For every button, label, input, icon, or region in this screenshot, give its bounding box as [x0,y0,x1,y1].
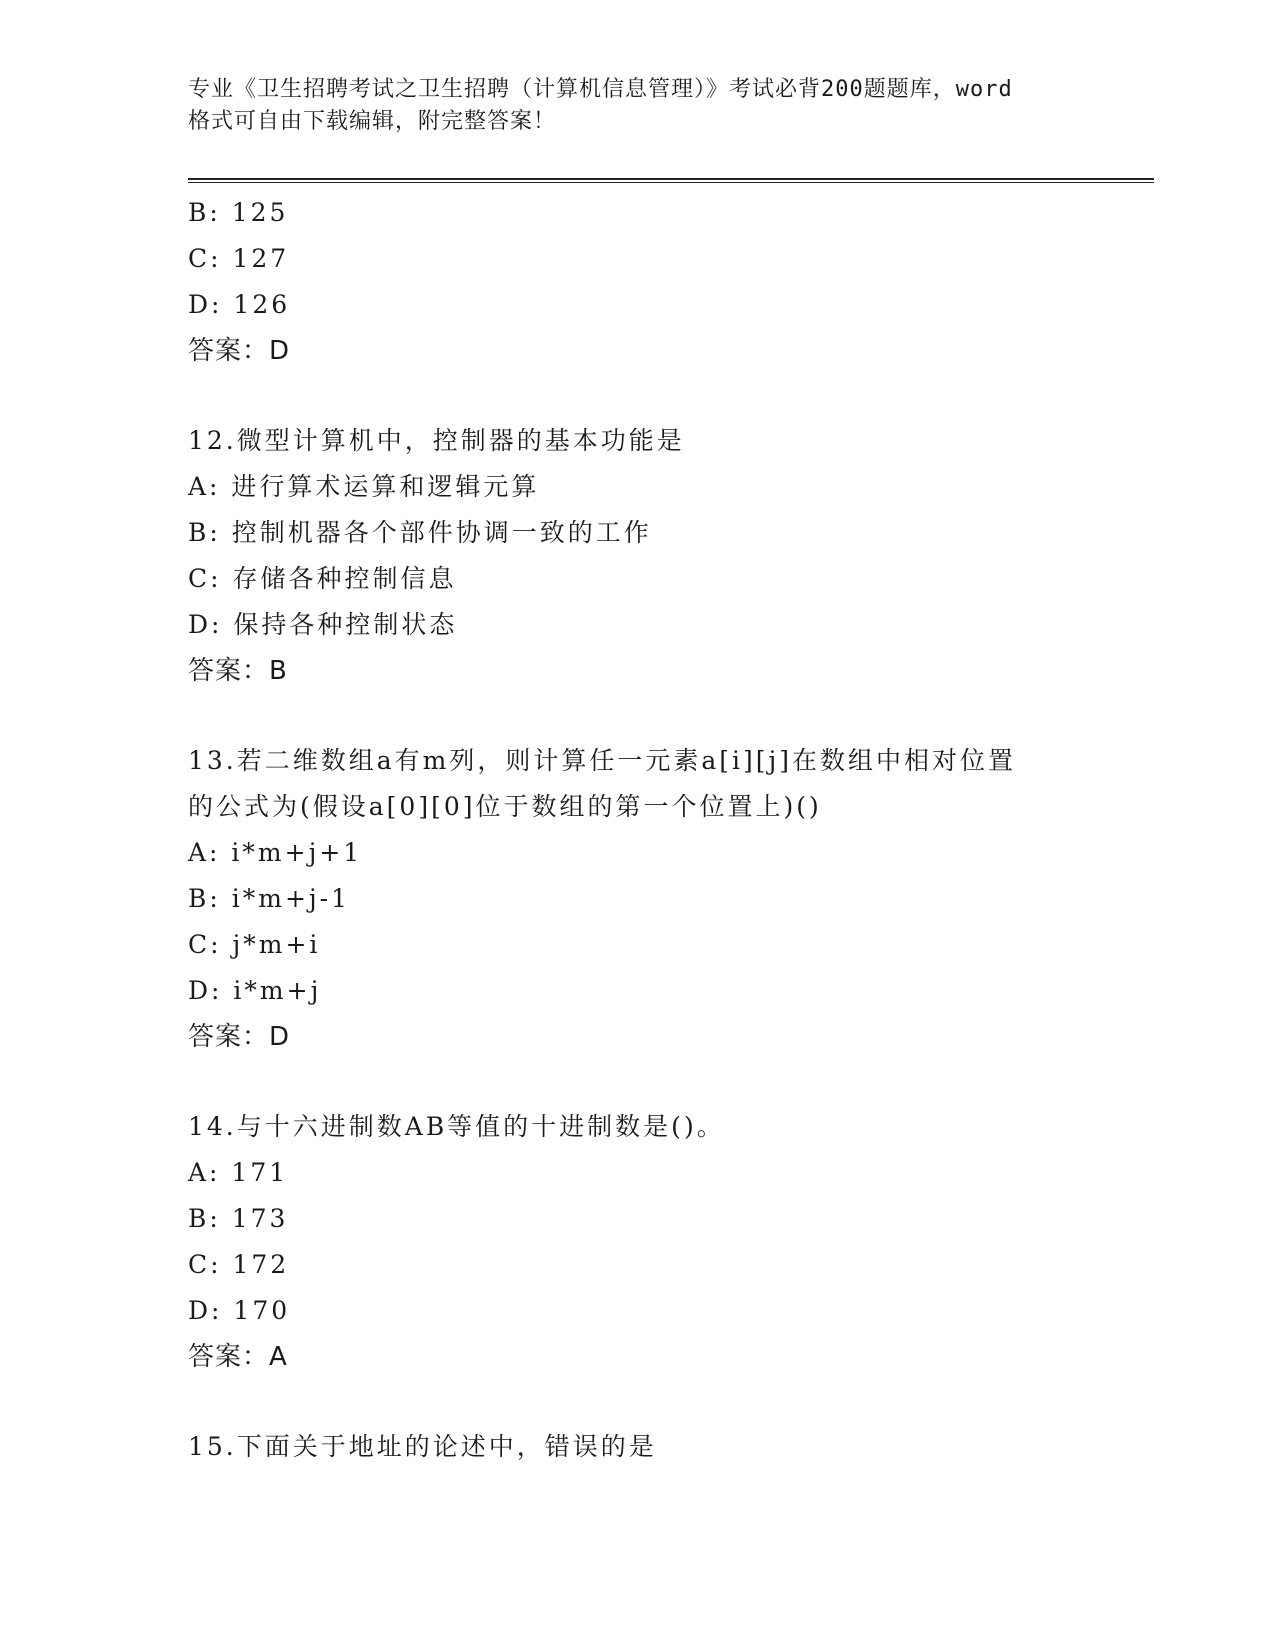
header-title-line-1: 专业《卫生招聘考试之卫生招聘（计算机信息管理）》考试必背200题题库，word [188,77,1013,102]
option-a: A: i*m+j+1 [188,838,363,867]
option-c: C: 127 [188,244,290,273]
option-b: B: 125 [188,198,289,227]
document-header [188,74,1088,138]
question-13 [188,738,1148,1060]
question-stem: 15.下面关于地址的论述中，错误的是 [188,1432,657,1461]
option-a: A: 进行算术运算和逻辑元算 [188,472,540,501]
option-b: B: 控制机器各个部件协调一致的工作 [188,518,652,547]
answer: 答案：D [188,1022,291,1052]
answer: 答案：A [188,1342,288,1372]
spacer [188,694,1148,738]
spacer [188,1060,1148,1104]
option-d: D: 170 [188,1296,291,1325]
option-b: B: 173 [188,1204,289,1233]
option-d: D: i*m+j [188,976,322,1005]
option-c: C: 存储各种控制信息 [188,564,457,593]
question-stem-line-2: 的公式为(假设a[0][0]位于数组的第一个位置上)() [188,792,822,821]
answer: 答案：B [188,656,288,686]
option-d: D: 保持各种控制状态 [188,610,458,639]
question-12 [188,418,1148,694]
header-title-line-2: 格式可自由下载编辑，附完整答案！ [188,109,557,134]
question-list [188,190,1148,1470]
option-a: A: 171 [188,1158,289,1187]
option-c: C: j*m+i [188,930,321,959]
answer: 答案：D [188,336,291,366]
option-d: D: 126 [188,290,291,319]
question-stem: 14.与十六进制数AB等值的十进制数是()。 [188,1112,725,1141]
question-14 [188,1104,1148,1380]
option-c: C: 172 [188,1250,290,1279]
spacer [188,1380,1148,1424]
question-15 [188,1424,1148,1470]
header-divider [188,178,1154,183]
question-stem-line-1: 13.若二维数组a有m列，则计算任一元素a[i][j]在数组中相对位置 [188,746,1017,775]
spacer [188,374,1148,418]
question-stem: 12.微型计算机中，控制器的基本功能是 [188,426,685,455]
option-b: B: i*m+j-1 [188,884,350,913]
question-11-tail [188,190,1148,374]
